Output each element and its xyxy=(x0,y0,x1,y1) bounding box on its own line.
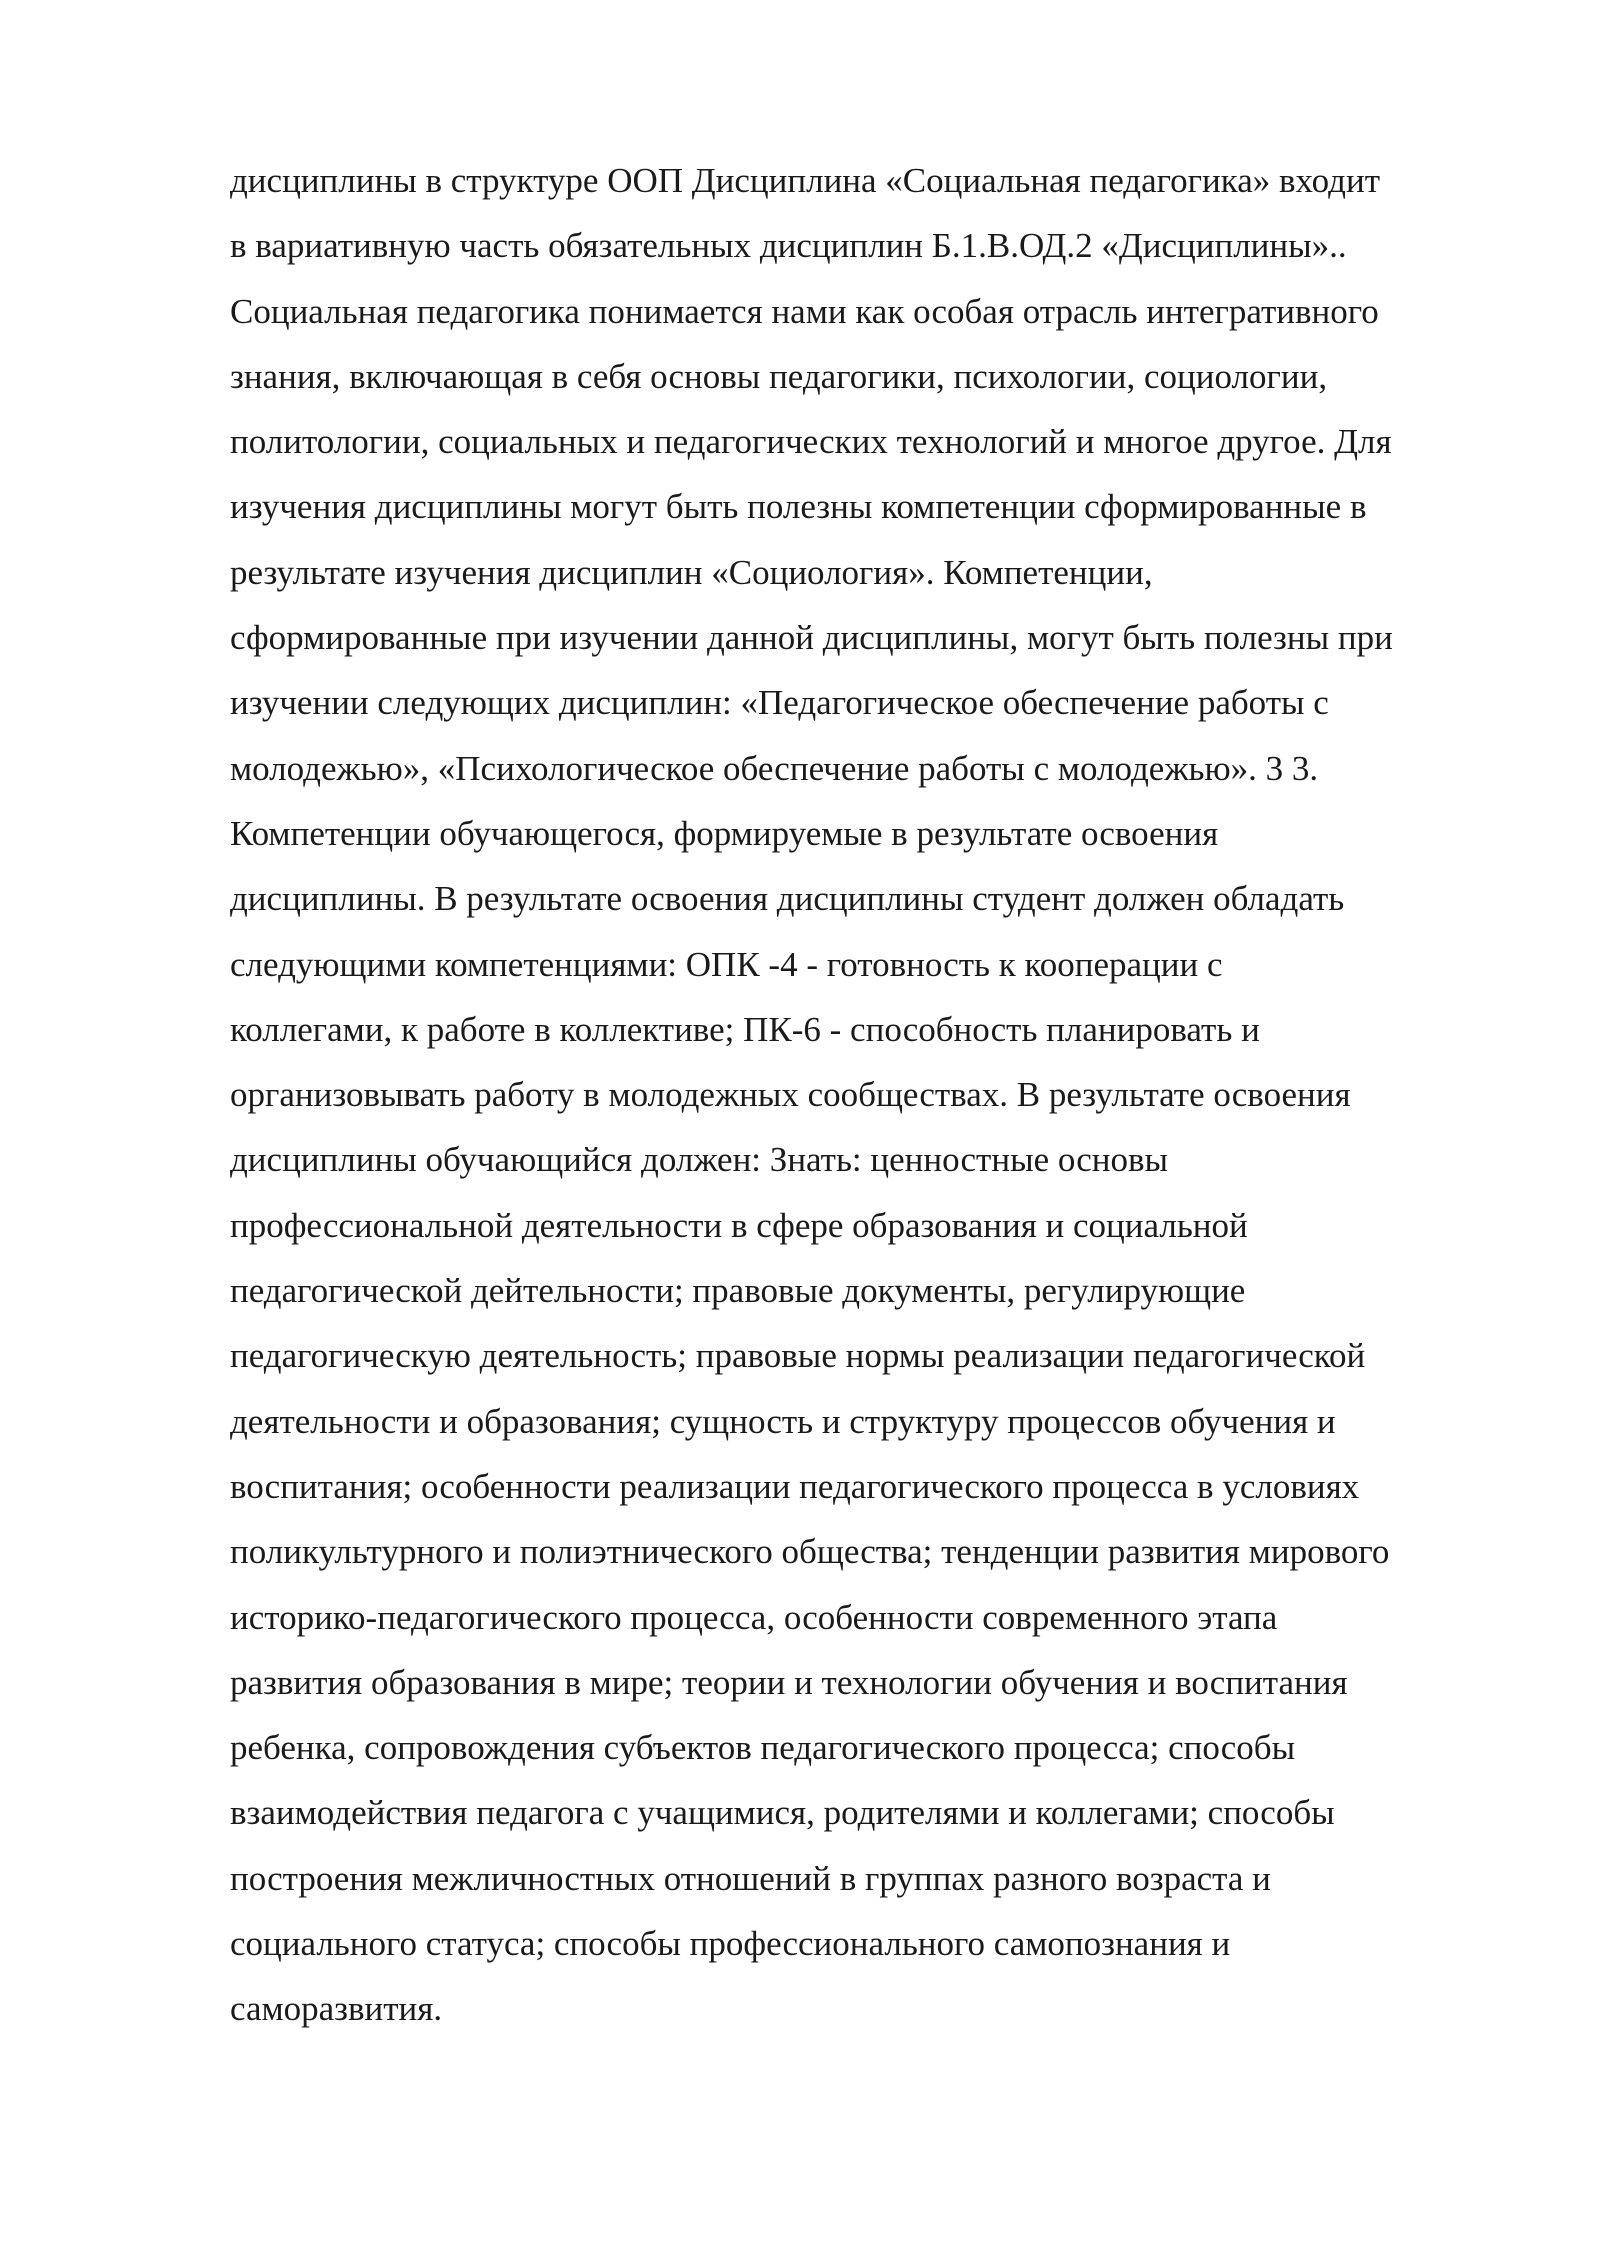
text-line: историко-педагогического процесса, особенности современного этапа xyxy=(230,1597,1278,1637)
text-line: результате изучения дисциплин «Социология». Компетенции, xyxy=(230,552,1153,592)
text-line: профессиональной деятельности в сфере образования и социальной xyxy=(230,1205,1248,1245)
text-line: социального статуса; способы профессионального самопознания и xyxy=(230,1924,1231,1964)
text-line: изучения дисциплины могут быть полезны компетенции сформированные в xyxy=(230,487,1367,527)
text-line: политологии, социальных и педагогических технологий и многое другое. Для xyxy=(230,422,1392,462)
text-line: воспитания; особенности реализации педагогического процесса в условиях xyxy=(230,1466,1360,1506)
text-line: молодежью», «Психологическое обеспечение работы с молодежью». 3 3. xyxy=(230,748,1319,788)
text-line: знания, включающая в себя основы педагогики, психологии, социологии, xyxy=(230,356,1328,396)
text-line: педагогическую деятельность; правовые нормы реализации педагогической xyxy=(230,1336,1366,1376)
text-line: Компетенции обучающегося, формируемые в результате освоения xyxy=(230,813,1219,853)
text-line: ребенка, сопровождения субъектов педагогического процесса; способы xyxy=(230,1728,1296,1768)
text-line: коллегами, к работе в коллективе; ПК-6 - способность планировать и xyxy=(230,1009,1260,1049)
text-line: сформированные при изучении данной дисциплины, могут быть полезны при xyxy=(230,618,1393,658)
text-line: построения межличностных отношений в группах разного возраста и xyxy=(230,1858,1271,1898)
text-line: изучении следующих дисциплин: «Педагогическое обеспечение работы с xyxy=(230,683,1329,723)
text-line: деятельности и образования; сущность и структуру процессов обучения и xyxy=(230,1401,1336,1441)
text-line: следующими компетенциями: ОПК -4 - готовность к кооперации с xyxy=(230,944,1223,984)
text-line: развития образования в мире; теории и технологии обучения и воспитания xyxy=(230,1662,1348,1702)
text-line: педагогической дейтельности; правовые документы, регулирующие xyxy=(230,1271,1246,1311)
body-text xyxy=(230,148,1520,2042)
text-line: дисциплины в структуре ООП Дисциплина «Социальная педагогика» входит xyxy=(230,161,1380,200)
text-line: взаимодействия педагога с учащимися, родителями и коллегами; способы xyxy=(230,1793,1335,1833)
text-line: в вариативную часть обязательных дисциплин Б.1.В.ОД.2 «Дисциплины».. xyxy=(230,226,1347,266)
text-line: дисциплины. В результате освоения дисциплины студент должен обладать xyxy=(230,879,1345,919)
text-line: саморазвития. xyxy=(230,1989,443,2029)
text-line: Социальная педагогика понимается нами как особая отрасль интегративного xyxy=(230,291,1379,331)
text-line: организовывать работу в молодежных сообществах. В результате освоения xyxy=(230,1075,1351,1115)
text-line: поликультурного и полиэтнического общества; тенденции развития мирового xyxy=(230,1532,1390,1572)
text-line: дисциплины обучающийся должен: Знать: ценностные основы xyxy=(230,1140,1169,1180)
